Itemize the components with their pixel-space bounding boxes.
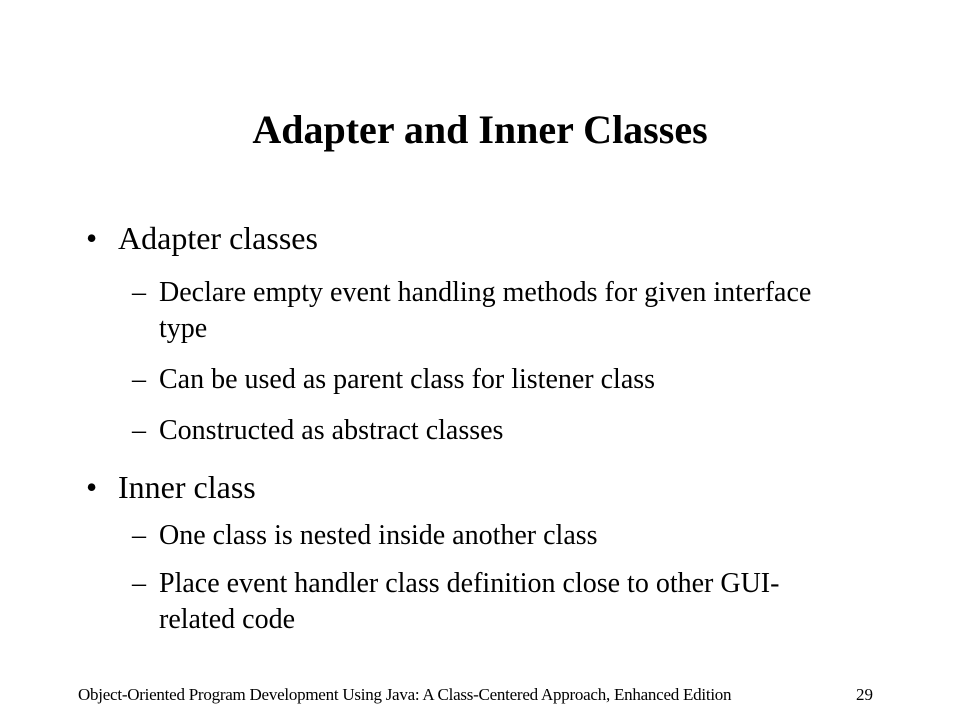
dash-marker: – bbox=[132, 520, 146, 551]
sub-bullet-text: Declare empty event handling methods for given interface type bbox=[159, 277, 812, 344]
dash-marker: – bbox=[132, 277, 146, 308]
sub-bullet-text: One class is nested inside another class bbox=[159, 520, 598, 551]
sub-bullet-text: Constructed as abstract classes bbox=[159, 415, 504, 446]
bullet-adapter-classes bbox=[86, 219, 318, 257]
bullet-marker: • bbox=[86, 220, 98, 256]
sub-bullet-parent-class bbox=[132, 362, 852, 398]
dash-marker: – bbox=[132, 568, 146, 599]
sub-bullet-text: Can be used as parent class for listener class bbox=[159, 364, 656, 395]
dash-marker: – bbox=[132, 364, 146, 395]
slide-title: Adapter and Inner Classes bbox=[252, 107, 708, 152]
bullet-inner-class bbox=[86, 468, 256, 506]
bullet-heading: Adapter classes bbox=[118, 220, 318, 256]
bullet-marker: • bbox=[86, 469, 98, 505]
sub-bullet-nested-class bbox=[132, 518, 852, 554]
sub-bullet-event-handler bbox=[132, 566, 852, 638]
sub-bullet-text: Place event handler class definition close to other GUI-related code bbox=[159, 568, 780, 635]
sub-bullet-abstract-classes bbox=[132, 413, 852, 449]
footer-book-title: Object-Oriented Program Development Using Java: A Class-Centered Approach, Enhanced Edition bbox=[78, 685, 732, 704]
page-number: 29 bbox=[856, 685, 873, 704]
dash-marker: – bbox=[132, 415, 146, 446]
bullet-heading: Inner class bbox=[118, 469, 256, 505]
sub-bullet-declare-empty bbox=[132, 275, 852, 347]
